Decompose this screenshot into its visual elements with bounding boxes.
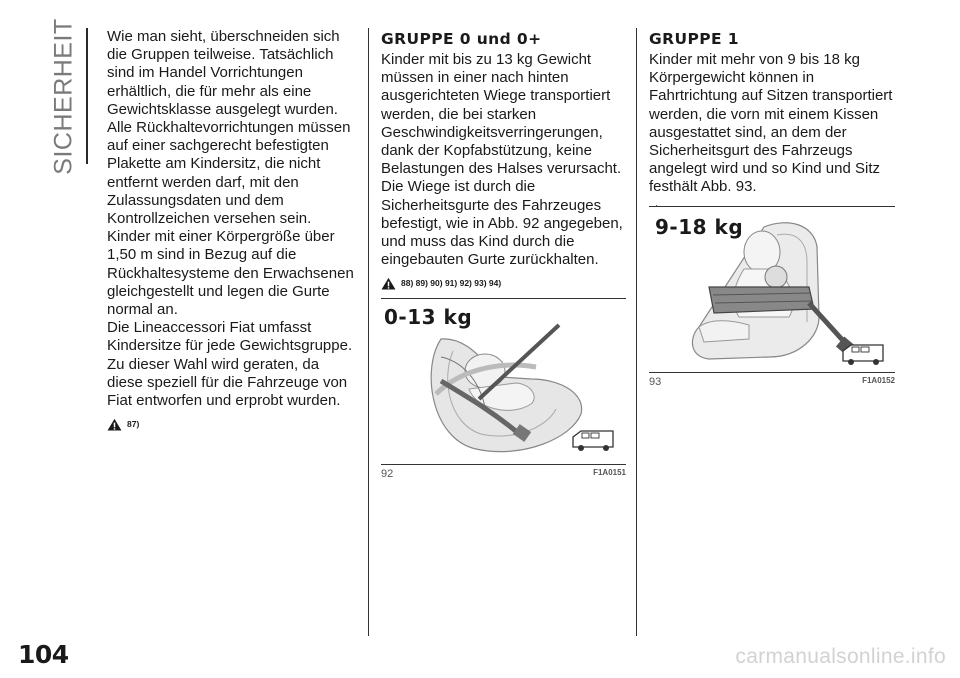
warning-refs-text: 88) 89) 90) 91) 92) 93) 94) [401,278,502,289]
figure-caption [649,372,895,388]
warning-refs-text: 87) [127,419,140,430]
watermark: carmanualsonline.info [735,645,946,668]
column-2 [381,28,631,292]
section-title: SICHERHEIT [49,17,78,175]
section-rule [86,28,88,164]
figure-caption [381,464,626,480]
section-heading: GRUPPE 0 und 0+ [381,30,542,48]
figure-93 [649,206,895,389]
figure-number: 93 [649,376,662,388]
paragraph: Kinder mit bis zu 13 kg Gewicht müssen in einer nach hinten ausgerichteten Wiege transportiert werden, die bei starken Geschwindigkeitsverringerungen, dank der Kopfabstützung, keine Belastungen des Halses verursacht. [381,51,622,178]
figure-weight-label: 0-13 kg [384,305,473,329]
column-1 [107,28,355,433]
warning-reference [107,415,355,433]
column-divider-1 [368,28,369,636]
warning-icon [381,277,396,290]
warning-icon [107,418,122,431]
paragraph: Wie man sieht, überschneiden sich die Gruppen teilweise. Tatsächlich sind im Handel Vorrichtungen erhältlich, die für mehr als eine Gewichtsklasse ausgelegt wurden. [107,28,340,118]
column-3 [649,28,899,220]
paragraph: Kinder mit mehr von 9 bis 18 kg Körpergewicht können in Fahrtrichtung auf Sitzen transportiert werden, die vorn mit einem Kissen ausgestattet sind, an dem der Sicherheitsgurt des Fahrzeugs angelegt wird und so Kind und Sitz festhält Abb. 93. [649,51,893,196]
figure-92 [381,298,626,481]
column-divider-2 [636,28,637,636]
paragraph: Alle Rückhaltevorrichtungen müssen auf einer sachgerecht befestigten Plakette am Kindersitz, die nicht entfernt werden darf, mit den Zulassungsdaten und dem Kontrollzeichen versehen sein. [107,119,351,228]
figure-weight-label: 9-18 kg [655,215,744,239]
paragraph: Kinder mit einer Körpergröße über 1,50 m sind in Bezug auf die Rückhaltesysteme den Erwachsenen gleichgestellt und legen die Gurte normal an. [107,228,354,319]
page-number: 104 [18,640,69,669]
figure-number: 92 [381,468,394,480]
warning-reference [381,274,631,292]
figure-code: F1A0152 [862,376,895,385]
paragraph: Die Lineaccessori Fiat umfasst Kindersitze für jede Gewichtsgruppe. Zu dieser Wahl wird geraten, da diese speziell für die Fahrzeuge von Fiat entworfen und erprobt wurden. [107,319,353,410]
figure-code: F1A0151 [593,468,626,477]
section-heading: GRUPPE 1 [649,30,739,48]
paragraph: Die Wiege ist durch die Sicherheitsgurte des Fahrzeuges befestigt, wie in Abb. 92 angegeben, und muss das Kind durch die eingebauten Gurte zurückhalten. [381,178,623,269]
